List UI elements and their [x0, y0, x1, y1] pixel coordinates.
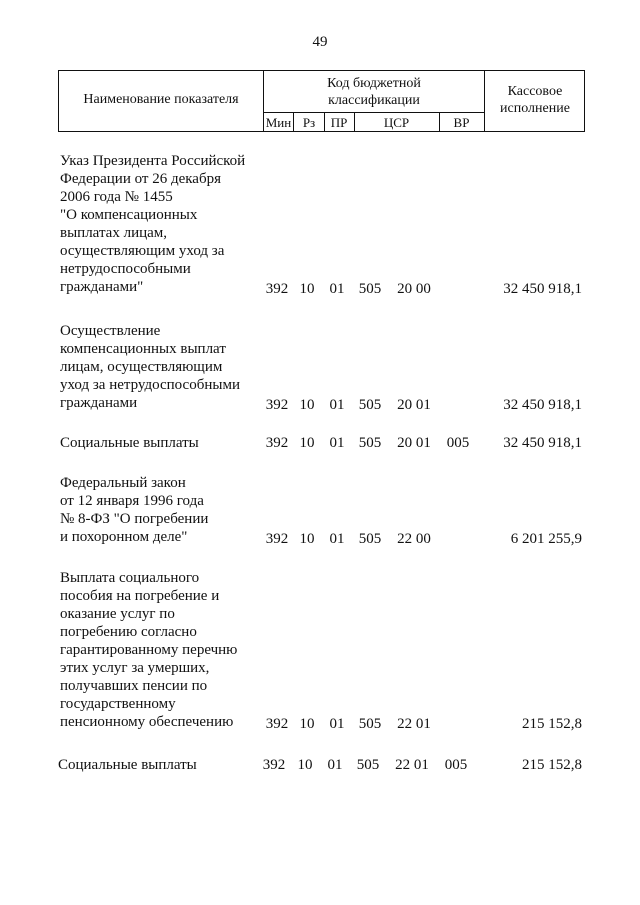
row-csr-a: 505 [358, 435, 382, 451]
header-code-group-line1: Код бюджетной [327, 76, 421, 91]
row-csr-b: 20 00 [397, 281, 431, 297]
row-name: Федеральный закон от 12 января 1996 года № 8-ФЗ "О погребении и похоронном деле" [60, 475, 209, 545]
row-csr-a: 505 [358, 531, 382, 547]
table-row [0, 756, 640, 774]
row-pr: 01 [329, 531, 345, 547]
row-vr: 005 [446, 435, 470, 451]
table-header [58, 70, 585, 132]
row-rz: 10 [299, 435, 315, 451]
header-execution-line2: исполнение [500, 101, 570, 116]
header-name-column: Наименование показателя [83, 92, 239, 107]
row-amount: 32 450 918,1 [503, 435, 582, 451]
row-min: 392 [265, 716, 289, 732]
header-pr: ПР [330, 115, 348, 130]
row-csr-b: 20 01 [397, 397, 431, 413]
table-row [0, 322, 640, 414]
row-csr-a: 505 [356, 757, 380, 773]
table-row [0, 474, 640, 548]
row-csr-a: 505 [358, 281, 382, 297]
header-code-group-line2: классификации [328, 93, 420, 108]
header-execution-line1: Кассовое [507, 84, 563, 99]
row-csr-b: 22 01 [395, 757, 429, 773]
row-name: Осуществление компенсационных выплат лицам, осуществляющим уход за нетрудоспособными гражданами [60, 323, 240, 411]
row-amount: 215 152,8 [522, 757, 582, 773]
header-border-top [58, 70, 585, 71]
header-divider-sub [263, 112, 484, 113]
row-rz: 10 [299, 716, 315, 732]
table-row [0, 569, 640, 733]
row-amount: 6 201 255,9 [510, 531, 582, 547]
row-min: 392 [265, 435, 289, 451]
header-border-bottom [58, 131, 585, 132]
row-name: Выплата социального пособия на погребение и оказание услуг по погребению согласно гарантированному перечню этих услуг за умерших, получавших пенсии по государственному пенсионному обеспечению [60, 570, 238, 730]
row-name: Социальные выплаты [60, 435, 199, 451]
row-pr: 01 [329, 281, 345, 297]
header-min: Мин [265, 115, 292, 130]
row-csr-a: 505 [358, 716, 382, 732]
row-csr-a: 505 [358, 397, 382, 413]
row-rz: 10 [299, 531, 315, 547]
row-amount: 215 152,8 [522, 716, 582, 732]
row-min: 392 [265, 531, 289, 547]
row-amount: 32 450 918,1 [503, 281, 582, 297]
row-rz: 10 [297, 757, 313, 773]
table-row [0, 434, 640, 452]
row-rz: 10 [299, 397, 315, 413]
row-csr-b: 20 01 [397, 435, 431, 451]
row-min: 392 [265, 397, 289, 413]
row-pr: 01 [329, 435, 345, 451]
row-csr-b: 22 01 [397, 716, 431, 732]
row-name: Социальные выплаты [58, 757, 197, 773]
header-vr: ВР [453, 115, 470, 130]
header-csr: ЦСР [383, 115, 410, 130]
table-row [0, 152, 640, 298]
row-min: 392 [265, 281, 289, 297]
row-csr-b: 22 00 [397, 531, 431, 547]
row-name: Указ Президента Российской Федерации от 26 декабря 2006 года № 1455 "О компенсационных выплатах лицам, осуществляющим уход за нетрудоспособными гражданами" [60, 153, 246, 295]
row-pr: 01 [329, 716, 345, 732]
row-pr: 01 [329, 397, 345, 413]
row-amount: 32 450 918,1 [503, 397, 582, 413]
row-pr: 01 [327, 757, 343, 773]
row-rz: 10 [299, 281, 315, 297]
header-rz: Рз [302, 115, 316, 130]
page-number: 49 [312, 34, 328, 50]
row-vr: 005 [444, 757, 468, 773]
row-min: 392 [262, 757, 286, 773]
